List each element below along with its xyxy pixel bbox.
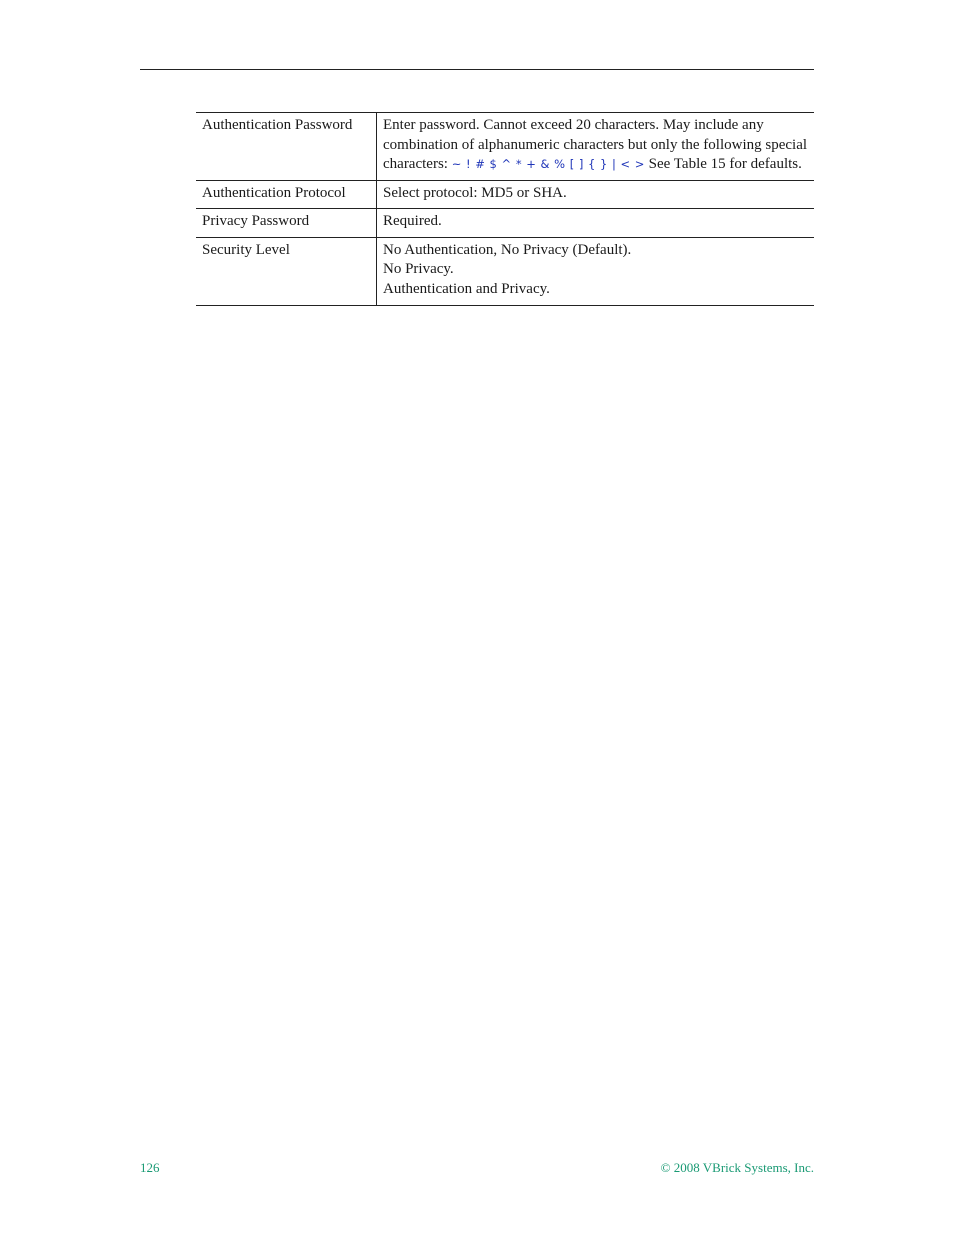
parameter-table	[196, 112, 814, 306]
param-description: Select protocol: MD5 or SHA.	[377, 180, 815, 209]
security-level-option: No Privacy.	[383, 261, 454, 277]
description-text: Enter password. Cannot exceed 20 characters. May include any combination of alphanumeric characters but only the following special characters:	[383, 117, 808, 172]
copyright-notice: © 2008 VBrick Systems, Inc.	[660, 1160, 814, 1175]
param-name: Authentication Protocol	[196, 180, 377, 209]
param-description: Required.	[377, 209, 815, 238]
special-characters: ~ ! # $ ^ * + & % [ ] { } | < >	[451, 157, 645, 171]
table-row	[196, 209, 814, 238]
description-text: See Table 15 for defaults.	[648, 156, 802, 172]
table-row	[196, 113, 814, 181]
header-rule	[140, 69, 814, 70]
param-name: Security Level	[196, 237, 377, 306]
table-row	[196, 237, 814, 306]
security-level-option: Authentication and Privacy.	[383, 280, 550, 297]
table-row	[196, 180, 814, 209]
security-level-option: No Authentication, No Privacy (Default).	[383, 241, 632, 258]
page-number: 126	[140, 1160, 160, 1175]
param-description	[377, 113, 815, 181]
param-name: Privacy Password	[196, 209, 377, 238]
param-name: Authentication Password	[196, 113, 377, 181]
param-description	[377, 237, 815, 306]
